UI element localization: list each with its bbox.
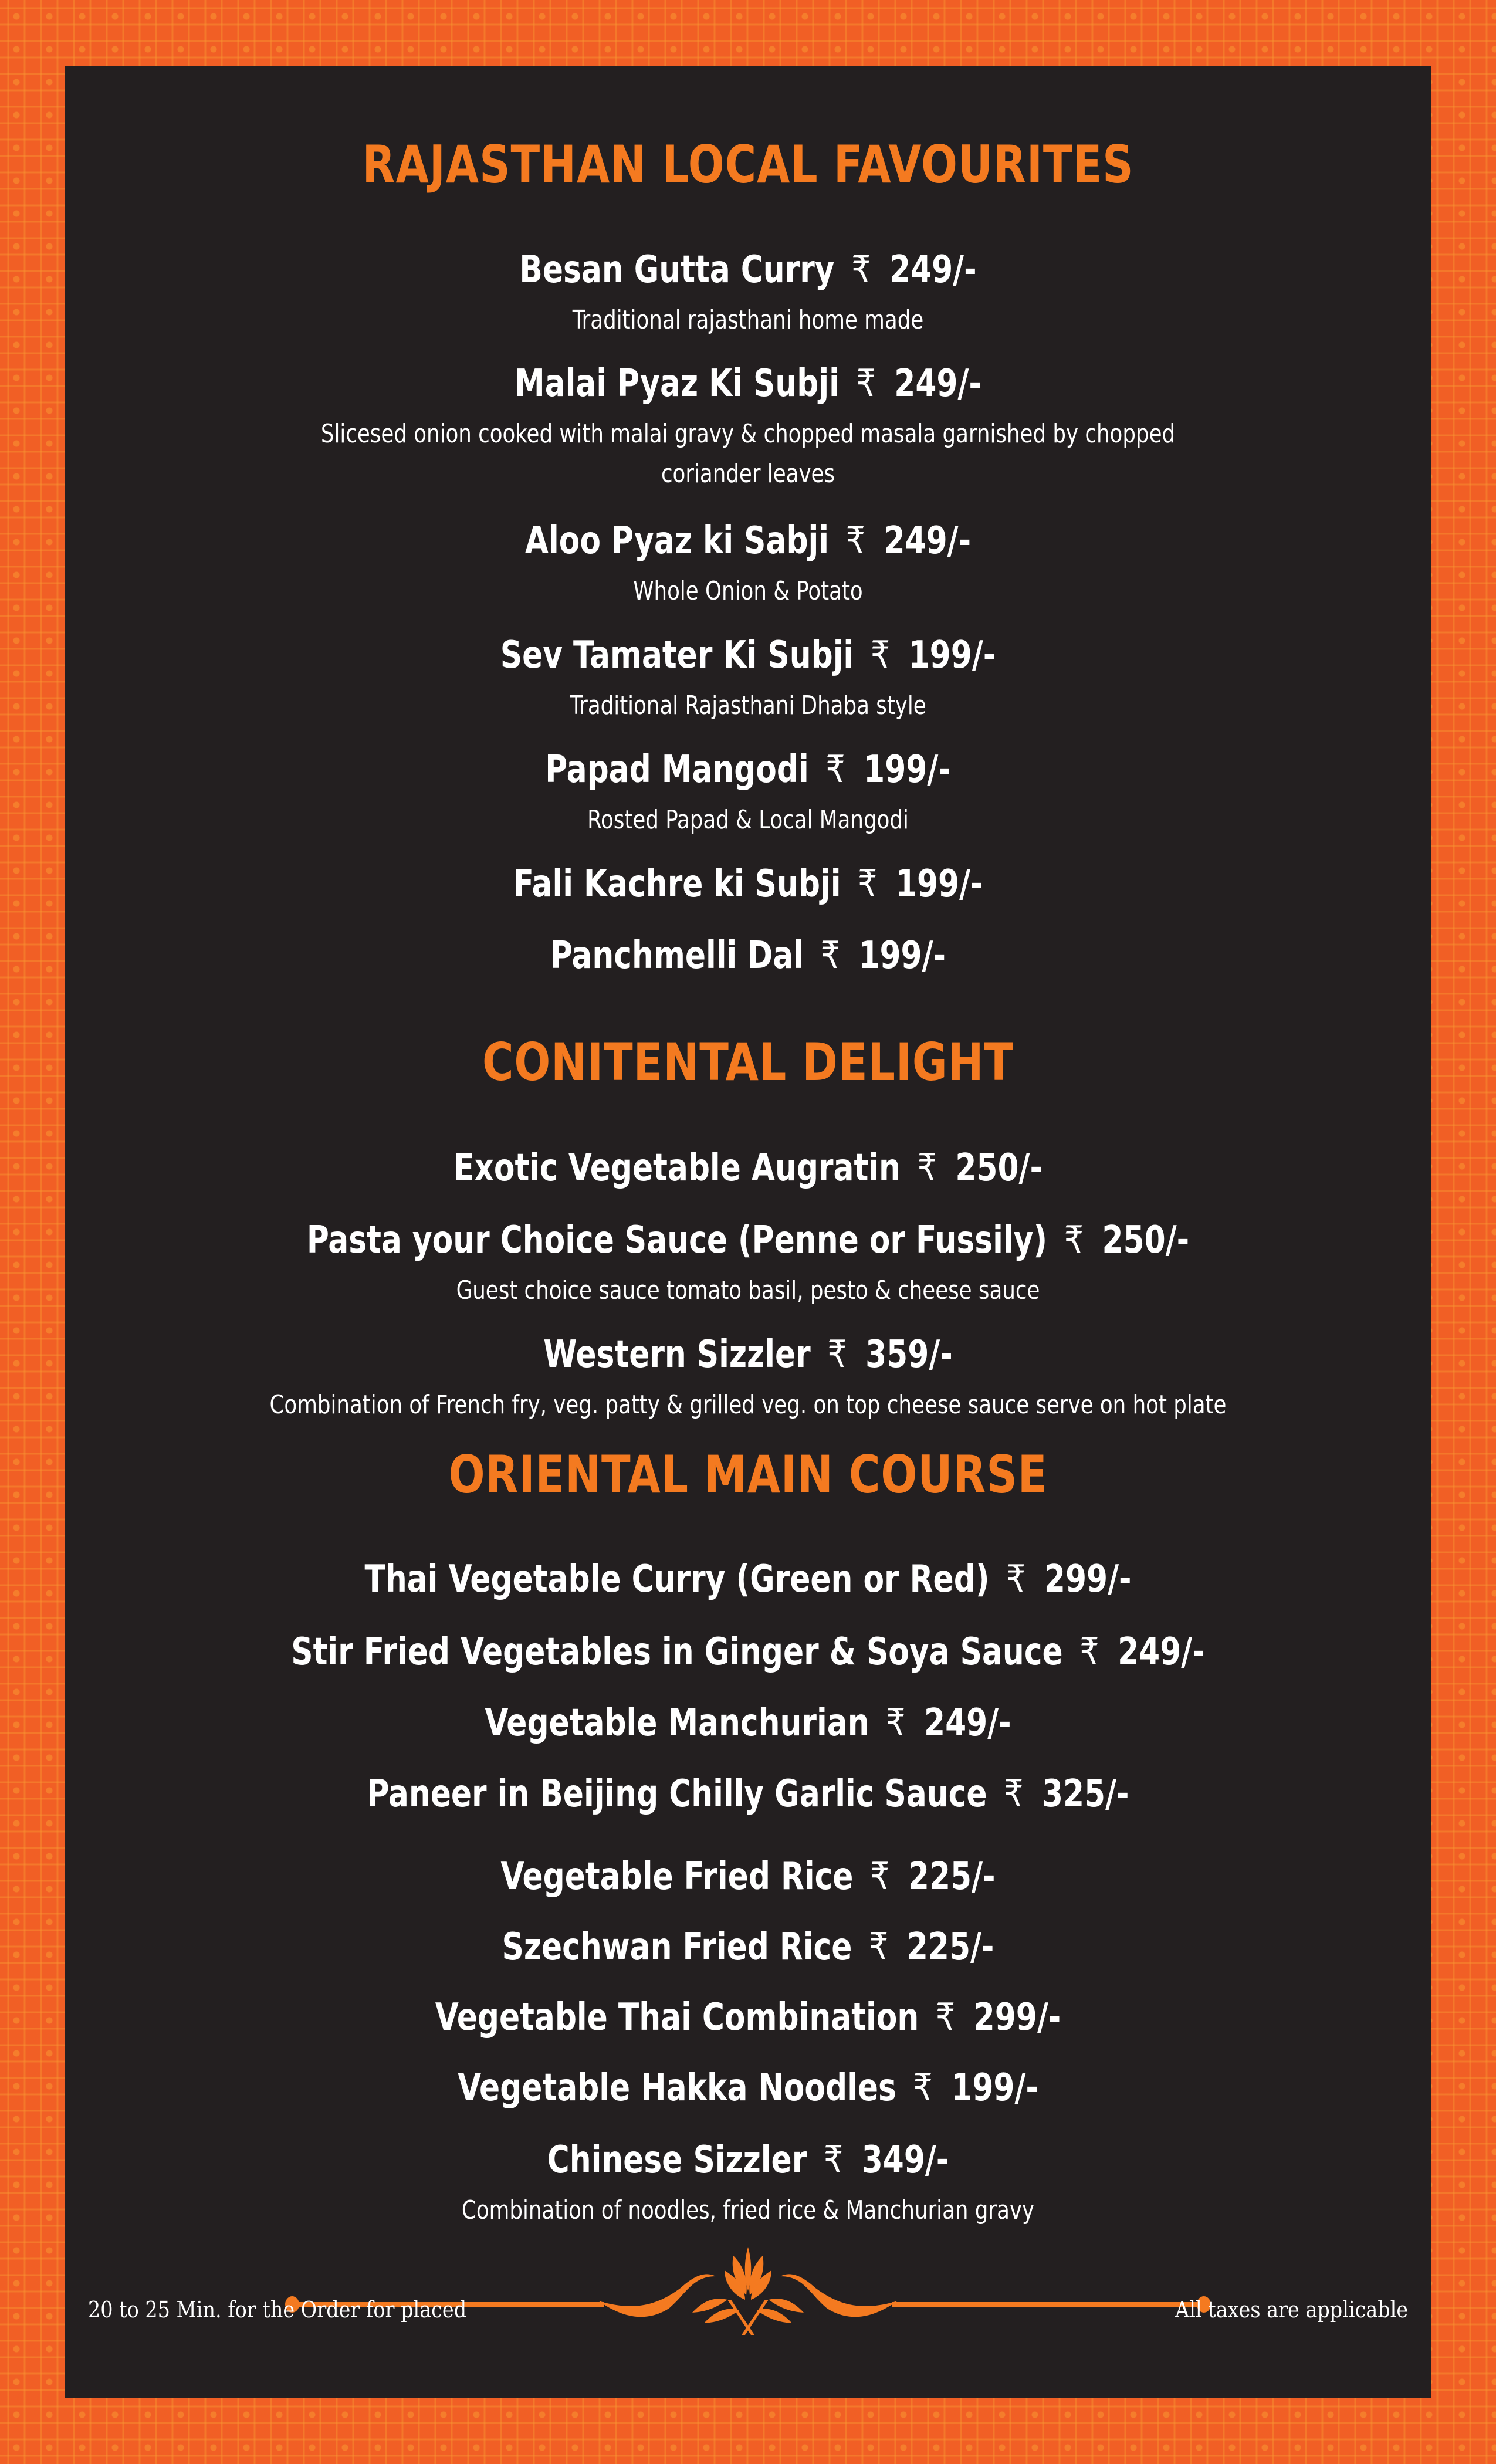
item-name: Sev Tamater Ki Subji (500, 634, 854, 677)
item-price: 349/- (861, 2138, 949, 2182)
menu-item (65, 748, 1431, 791)
menu-item (65, 248, 1431, 292)
rupee-icon: ₹ (827, 1333, 847, 1376)
item-description: Traditional Rajasthani Dhaba style (570, 691, 926, 720)
menu-item (65, 1855, 1431, 1898)
item-price: 325/- (1041, 1772, 1129, 1816)
item-price: 249/- (889, 248, 977, 292)
rupee-icon: ₹ (913, 2066, 933, 2110)
menu-item (65, 1772, 1431, 1816)
item-price: 250/- (1102, 1219, 1190, 1262)
item-name: Pasta your Choice Sauce (Penne or Fussily) (306, 1219, 1048, 1262)
item-price: 299/- (1044, 1558, 1132, 1601)
item-description: Combination of noodles, fried rice & Manchurian gravy (461, 2195, 1035, 2225)
item-description: Guest choice sauce tomato basil, pesto & cheese sauce (456, 1275, 1040, 1305)
item-name: Panchmelli Dal (550, 934, 804, 977)
item-description: Combination of French fry, veg. patty & grilled veg. on top cheese sauce serve on hot plate (269, 1390, 1227, 1420)
item-name: Paneer in Beijing Chilly Garlic Sauce (367, 1772, 987, 1816)
item-name: Thai Vegetable Curry (Green or Red) (364, 1558, 990, 1601)
menu-item (65, 2138, 1431, 2182)
item-price: 199/- (864, 748, 951, 791)
menu-item (65, 1219, 1431, 1262)
rupee-icon: ₹ (858, 862, 878, 906)
rupee-icon: ₹ (845, 519, 865, 563)
rupee-icon: ₹ (886, 1701, 906, 1745)
rupee-icon: ₹ (936, 1996, 955, 2039)
rupee-icon: ₹ (851, 248, 871, 292)
menu-item (65, 634, 1431, 677)
item-name: Fali Kachre ki Subji (513, 862, 841, 906)
menu-item (65, 1630, 1431, 1674)
menu-item (65, 1146, 1431, 1190)
rupee-icon: ₹ (1004, 1772, 1024, 1816)
item-description: Slicesed onion cooked with malai gravy & chopped masala garnished by chopped coriander leaves (320, 419, 1176, 489)
item-name: Western Sizzler (543, 1333, 811, 1376)
section-heading-rajasthan: RAJASTHAN LOCAL FAVOURITES (362, 134, 1134, 195)
item-price: 199/- (858, 934, 946, 977)
item-name: Vegetable Fried Rice (500, 1855, 854, 1898)
item-price: 199/- (895, 862, 983, 906)
menu-panel (65, 66, 1431, 2398)
rupee-icon: ₹ (824, 2138, 844, 2182)
rupee-icon: ₹ (1079, 1630, 1099, 1674)
item-price: 225/- (906, 1925, 994, 1969)
item-price: 249/- (884, 519, 972, 563)
item-price: 250/- (955, 1146, 1043, 1190)
rupee-icon: ₹ (1064, 1219, 1084, 1262)
item-price: 249/- (1118, 1630, 1205, 1674)
menu-item (65, 934, 1431, 977)
item-description: Whole Onion & Potato (633, 576, 863, 606)
item-price: 249/- (924, 1701, 1011, 1745)
rupee-icon: ₹ (820, 934, 840, 977)
menu-item (65, 1333, 1431, 1376)
item-price: 299/- (973, 1996, 1061, 2039)
item-name: Vegetable Hakka Noodles (458, 2066, 896, 2110)
section-heading-oriental: ORIENTAL MAIN COURSE (448, 1444, 1048, 1505)
menu-item (65, 1701, 1431, 1745)
section-heading-continental: CONITENTAL DELIGHT (482, 1032, 1014, 1092)
rupee-icon: ₹ (870, 634, 890, 677)
item-name: Stir Fried Vegetables in Ginger & Soya Sauce (291, 1630, 1063, 1674)
item-description: Rosted Papad & Local Mangodi (587, 805, 909, 835)
menu-item (65, 1996, 1431, 2039)
item-name: Chinese Sizzler (547, 2138, 807, 2182)
item-name: Vegetable Manchurian (485, 1701, 869, 1745)
menu-item (65, 2066, 1431, 2110)
rupee-icon: ₹ (870, 1855, 890, 1898)
item-price: 359/- (865, 1333, 953, 1376)
item-name: Malai Pyaz Ki Subji (515, 362, 840, 405)
item-description: Traditional rajasthani home made (572, 305, 924, 335)
menu-item (65, 519, 1431, 563)
menu-item (65, 362, 1431, 405)
item-price: 249/- (894, 362, 981, 405)
item-name: Vegetable Thai Combination (435, 1996, 919, 2039)
taxes-note: All taxes are applicable (1175, 2297, 1408, 2323)
item-name: Besan Gutta Curry (519, 248, 835, 292)
item-name: Szechwan Fried Rice (502, 1925, 852, 1969)
item-name: Papad Mangodi (545, 748, 809, 791)
item-price: 225/- (908, 1855, 996, 1898)
menu-item (65, 1558, 1431, 1601)
item-price: 199/- (908, 634, 996, 677)
rupee-icon: ₹ (869, 1925, 889, 1969)
rupee-icon: ₹ (856, 362, 876, 405)
item-price: 199/- (951, 2066, 1038, 2110)
item-name: Aloo Pyaz ki Sabji (524, 519, 830, 563)
preparation-time-note: 20 to 25 Min. for the Order for placed (88, 2297, 467, 2323)
item-name: Exotic Vegetable Augratin (453, 1146, 901, 1190)
menu-item (65, 1925, 1431, 1969)
rupee-icon: ₹ (917, 1146, 937, 1190)
menu-item (65, 862, 1431, 906)
rupee-icon: ₹ (825, 748, 845, 791)
rupee-icon: ₹ (1006, 1558, 1026, 1601)
